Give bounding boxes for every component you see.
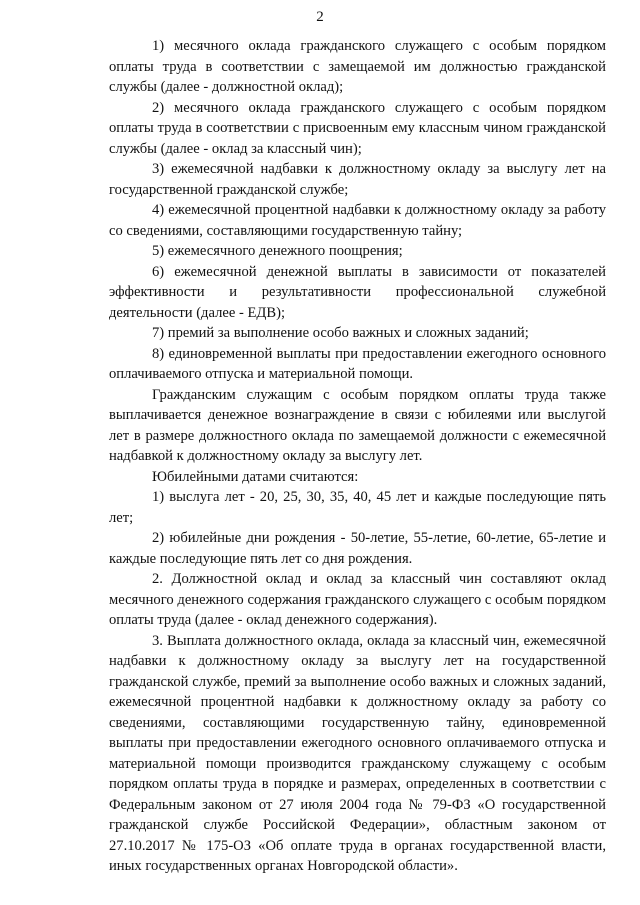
section-3-paragraph: 3. Выплата должностного оклада, оклада за классный чин, ежемесячной надбавки к должностному окладу за выслугу лет на государственной гражданской службе, премий за выполнение особо важных и сложных заданий, ежемесячной процентной надбавки к должностному окладу за работу со сведениями, составляющими государственную тайну, единовременной выплаты при предоставлении ежегодного основного оплачиваемого отпуска и материальной помощи производится гражданскому служащему с особым порядком оплаты труда в порядке и размерах, определенных в соответствии с Федеральным законом от 27 июля 2004 года № 79-ФЗ «О государственной гражданской службе Российской Федерации», областным законом от 27.10.2017 № 175-ОЗ «Об оплате труда в органах государственной власти, иных государственных органах Новгородской области». [109, 632, 606, 874]
list-item-edv: 6) ежемесячной денежной выплаты в зависимости от показателей эффективности и результативности профессиональной служебной деятельности (далее - ЕДВ); [109, 263, 606, 321]
list-item-seniority-bonus: 3) ежемесячной надбавки к должностному окладу за выслугу лет на государственной гражданской службе; [109, 161, 606, 198]
list-item-service-years: 1) выслуга лет - 20, 25, 30, 35, 40, 45 лет и каждые последующие пять лет; [109, 489, 606, 526]
list-item-monthly-salary: 1) месячного оклада гражданского служащего с особым порядком оплаты труда в соответствии с замещаемой им должностью гражданской службы (далее - должностной оклад); [109, 38, 606, 95]
paragraph-anniversary-dates-heading: Юбилейными датами считаются: [152, 468, 359, 485]
paragraph-anniversary-reward: Гражданским служащим с особым порядком оплаты труда также выплачивается денежное вознаграждение в связи с юбилеями или выслугой лет в размере должностного оклада по замещаемой должности с ежемесячной надбавкой к должностному окладу за выслугу лет. [109, 386, 606, 464]
list-item-bonuses: 7) премий за выполнение особо важных и сложных заданий; [152, 325, 529, 341]
list-item-state-secret-bonus: 4) ежемесячной процентной надбавки к должностному окладу за работу со сведениями, составляющими государственную тайну; [109, 202, 606, 239]
page-number: 2 [316, 9, 324, 25]
list-item-monetary-incentive: 5) ежемесячного денежного поощрения; [152, 243, 403, 259]
document-body [109, 36, 606, 877]
section-2-paragraph: 2. Должностной оклад и оклад за классный чин составляют оклад месячного денежного содержания гражданского служащего с особым порядком оплаты труда (далее - оклад денежного содержания). [109, 571, 606, 628]
list-item-class-rank-salary: 2) месячного оклада гражданского служащего с особым порядком оплаты труда в соответствии с присвоенным ему классным чином гражданской службы (далее - оклад за классный чин); [109, 99, 606, 157]
list-item-birthdays: 2) юбилейные дни рождения - 50-летие, 55-летие, 60-летие, 65-летие и каждые последующие пять лет со дня рождения. [109, 530, 606, 567]
list-item-leave-payment: 8) единовременной выплаты при предоставлении ежегодного основного оплачиваемого отпуска и материальной помощи. [109, 345, 606, 382]
